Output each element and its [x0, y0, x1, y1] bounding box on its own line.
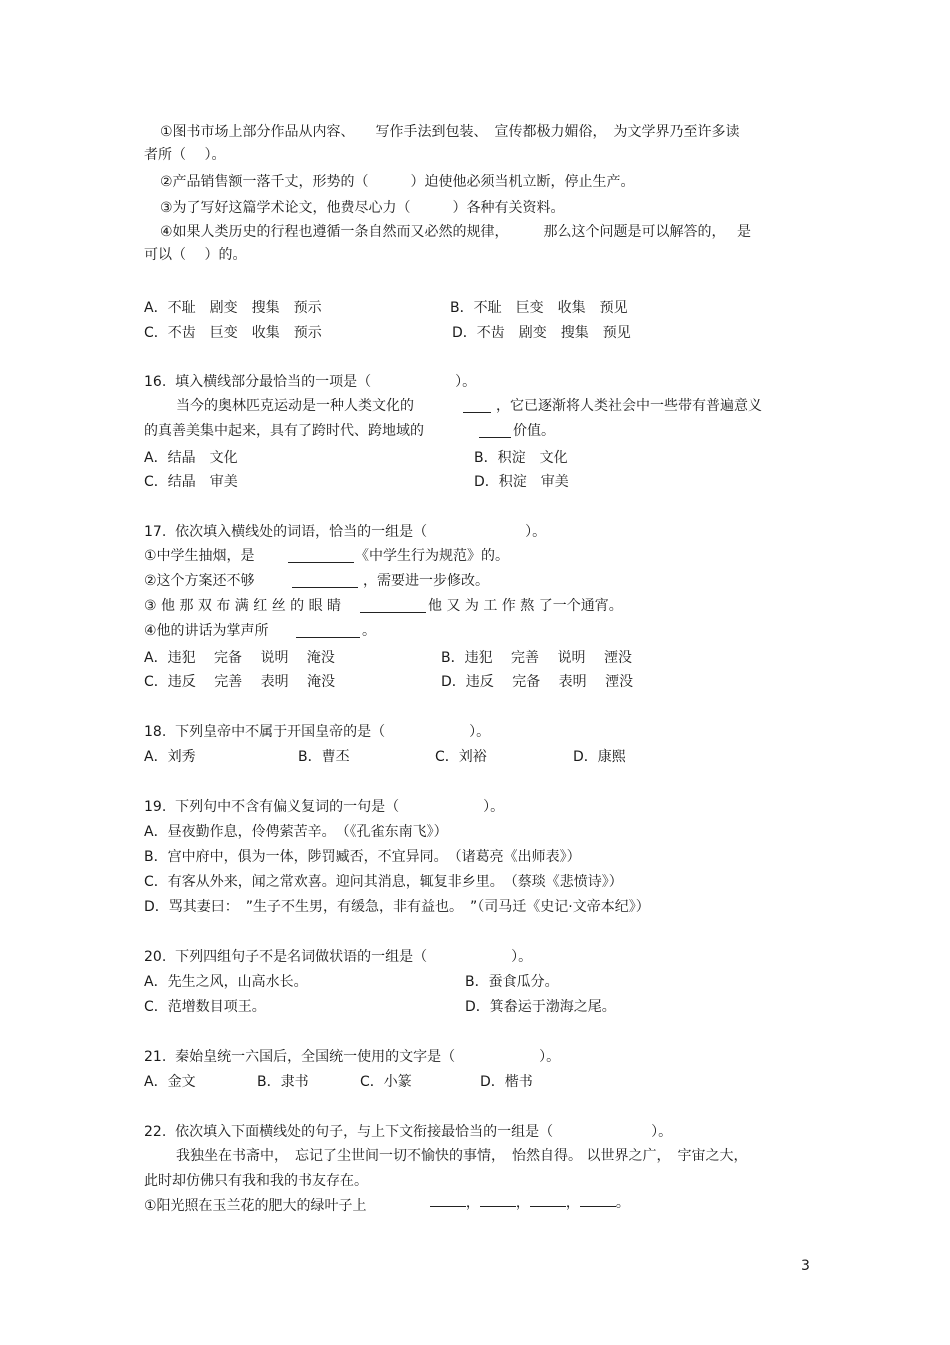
- q16-prompt: 16. 填入横线部分最恰当的一项是（ ）。: [144, 374, 477, 390]
- q16-option-c: C．结晶 审美: [144, 474, 238, 490]
- q17-blank-1: [288, 547, 354, 563]
- q22-blank-4: [580, 1191, 616, 1207]
- q20-prompt: 20. 下列四组句子不是名词做状语的一组是（ ）。: [144, 949, 533, 965]
- q20-option-c: C．范增数目项王。: [144, 999, 266, 1015]
- q22-sep-2: ，: [515, 1195, 530, 1211]
- q15-sentence-1-line-2: 者所（ ）。: [144, 147, 226, 163]
- q17-option-a: A．违犯 完备 说明 淹没: [144, 650, 335, 666]
- q15-option-a: A．不耻 剧变 搜集 预示: [144, 300, 322, 316]
- q18-option-d: D．康熙: [573, 749, 626, 765]
- q17-sentence-4a: ④他的讲话为掌声所: [144, 623, 269, 639]
- q17-sentence-3b: 他 又 为 工 作 熬 了一个通宵。: [428, 598, 623, 614]
- q19-prompt: 19. 下列句中不含有偏义复词的一句是（ ）。: [144, 799, 505, 815]
- q15-sentence-4-line-1: ④如果人类历史的行程也遵循一条自然而又必然的规律， 那么这个问题是可以解答的， 是: [160, 224, 751, 240]
- page-number: 3: [801, 1258, 810, 1274]
- q21-option-b: B．隶书: [257, 1074, 309, 1090]
- q18-option-a: A．刘秀: [144, 749, 196, 765]
- q18-option-b: B．曹丕: [298, 749, 350, 765]
- q18-prompt: 18. 下列皇帝中不属于开国皇帝的是（ ）。: [144, 724, 491, 740]
- q19-option-a: A．昼夜勤作息，伶俜萦苦辛。 （《孔雀东南飞》）: [144, 824, 448, 840]
- q15-option-d: D．不齿 剧变 搜集 预见: [452, 325, 631, 341]
- q17-sentence-1a: ①中学生抽烟，是: [144, 548, 255, 564]
- q16-passage-line-1a: 当今的奥林匹克运动是一种人类文化的: [176, 398, 414, 414]
- q22-prompt: 22. 依次填入下面横线处的句子，与上下文衔接最恰当的一组是（ ）。: [144, 1124, 673, 1140]
- q22-item-1: ①阳光照在玉兰花的肥大的绿叶子上: [144, 1198, 367, 1214]
- q16-blank-1: [463, 397, 491, 413]
- q21-prompt: 21. 秦始皇统一六国后，全国统一使用的文字是（ ）。: [144, 1049, 561, 1065]
- q19-option-b: B．宫中府中，俱为一体，陟罚臧否，不宜异同。 （诸葛亮《出师表》）: [144, 849, 581, 865]
- q20-option-b: B．蚕食瓜分。: [465, 974, 559, 990]
- q15-sentence-2: ②产品销售额一落千丈，形势的（ ）迫使他必须当机立断，停止生产。: [160, 174, 635, 190]
- q21-option-a: A．金文: [144, 1074, 196, 1090]
- q19-option-d: D．骂其妻曰： ”生子不生男，有缓急，非有益也。 ”（司马迁《史记·文帝本纪》）: [144, 899, 650, 915]
- q19-option-c: C．有客从外来，闻之常欢喜。迎问其消息，辄复非乡里。 （蔡琰《悲愤诗》）: [144, 874, 623, 890]
- q22-blanks: [412, 1171, 630, 1233]
- q17-blank-2: [292, 572, 358, 588]
- q16-option-d: D．积淀 审美: [474, 474, 569, 490]
- q17-option-d: D．违反 完备 表明 湮没: [441, 674, 634, 690]
- q22-blank-2: [480, 1191, 516, 1207]
- q22-sep-1: ，: [465, 1195, 480, 1211]
- q15-sentence-1-line-1: ①图书市场上部分作品从内容、 写作手法到包装、 宣传都极力媚俗， 为文学界乃至许多读: [160, 124, 740, 140]
- q16-option-a: A．结晶 文化: [144, 450, 238, 466]
- q16-option-b: B．积淀 文化: [474, 450, 568, 466]
- q16-passage-line-2a: 的真善美集中起来，具有了跨时代、跨地域的: [144, 423, 424, 439]
- q17-sentence-2a: ②这个方案还不够: [144, 573, 255, 589]
- q22-sep-3: ，: [565, 1195, 580, 1211]
- q15-option-b: B．不耻 巨变 收集 预见: [450, 300, 628, 316]
- q21-option-d: D．楷书: [480, 1074, 533, 1090]
- q17-option-b: B．违犯 完善 说明 湮没: [441, 650, 632, 666]
- q22-sep-4: 。: [615, 1195, 630, 1211]
- q16-blank-2: [479, 422, 511, 438]
- q17-blank-4: [296, 622, 360, 638]
- q17-option-c: C．违反 完善 表明 淹没: [144, 674, 336, 690]
- q17-sentence-4b: 。: [362, 623, 376, 639]
- q22-passage-line-1: 我独坐在书斋中， 忘记了尘世间一切不愉快的事情， 怡然自得。 以世界之广， 宇宙之大，: [176, 1148, 748, 1164]
- q22-blank-1: [430, 1191, 466, 1207]
- q22-passage-line-2: 此时却仿佛只有我和我的书友存在。: [144, 1173, 368, 1189]
- q18-option-c: C．刘裕: [435, 749, 487, 765]
- q17-sentence-2b: ，需要进一步修改。: [363, 573, 489, 589]
- q20-option-d: D．箕畚运于渤海之尾。: [465, 999, 616, 1015]
- q15-sentence-4-line-2: 可以（ ）的。: [144, 247, 247, 263]
- q16-passage-line-2b: 价值。: [513, 423, 555, 439]
- q17-sentence-1b: 《中学生行为规范》的。: [355, 548, 509, 564]
- q16-passage-line-1b: ，它已逐渐将人类社会中一些带有普遍意义: [496, 398, 762, 414]
- q17-prompt: 17. 依次填入横线处的词语，恰当的一组是（ ）。: [144, 524, 547, 540]
- q21-option-c: C．小篆: [360, 1074, 412, 1090]
- q17-blank-3: [360, 597, 426, 613]
- q22-blank-3: [530, 1191, 566, 1207]
- q15-sentence-3: ③为了写好这篇学术论文，他费尽心力（ ）各种有关资料。: [160, 200, 565, 216]
- q15-option-c: C．不齿 巨变 收集 预示: [144, 325, 322, 341]
- q20-option-a: A．先生之风，山高水长。: [144, 974, 308, 990]
- q17-sentence-3a: ③ 他 那 双 布 满 红 丝 的 眼 睛: [144, 598, 342, 614]
